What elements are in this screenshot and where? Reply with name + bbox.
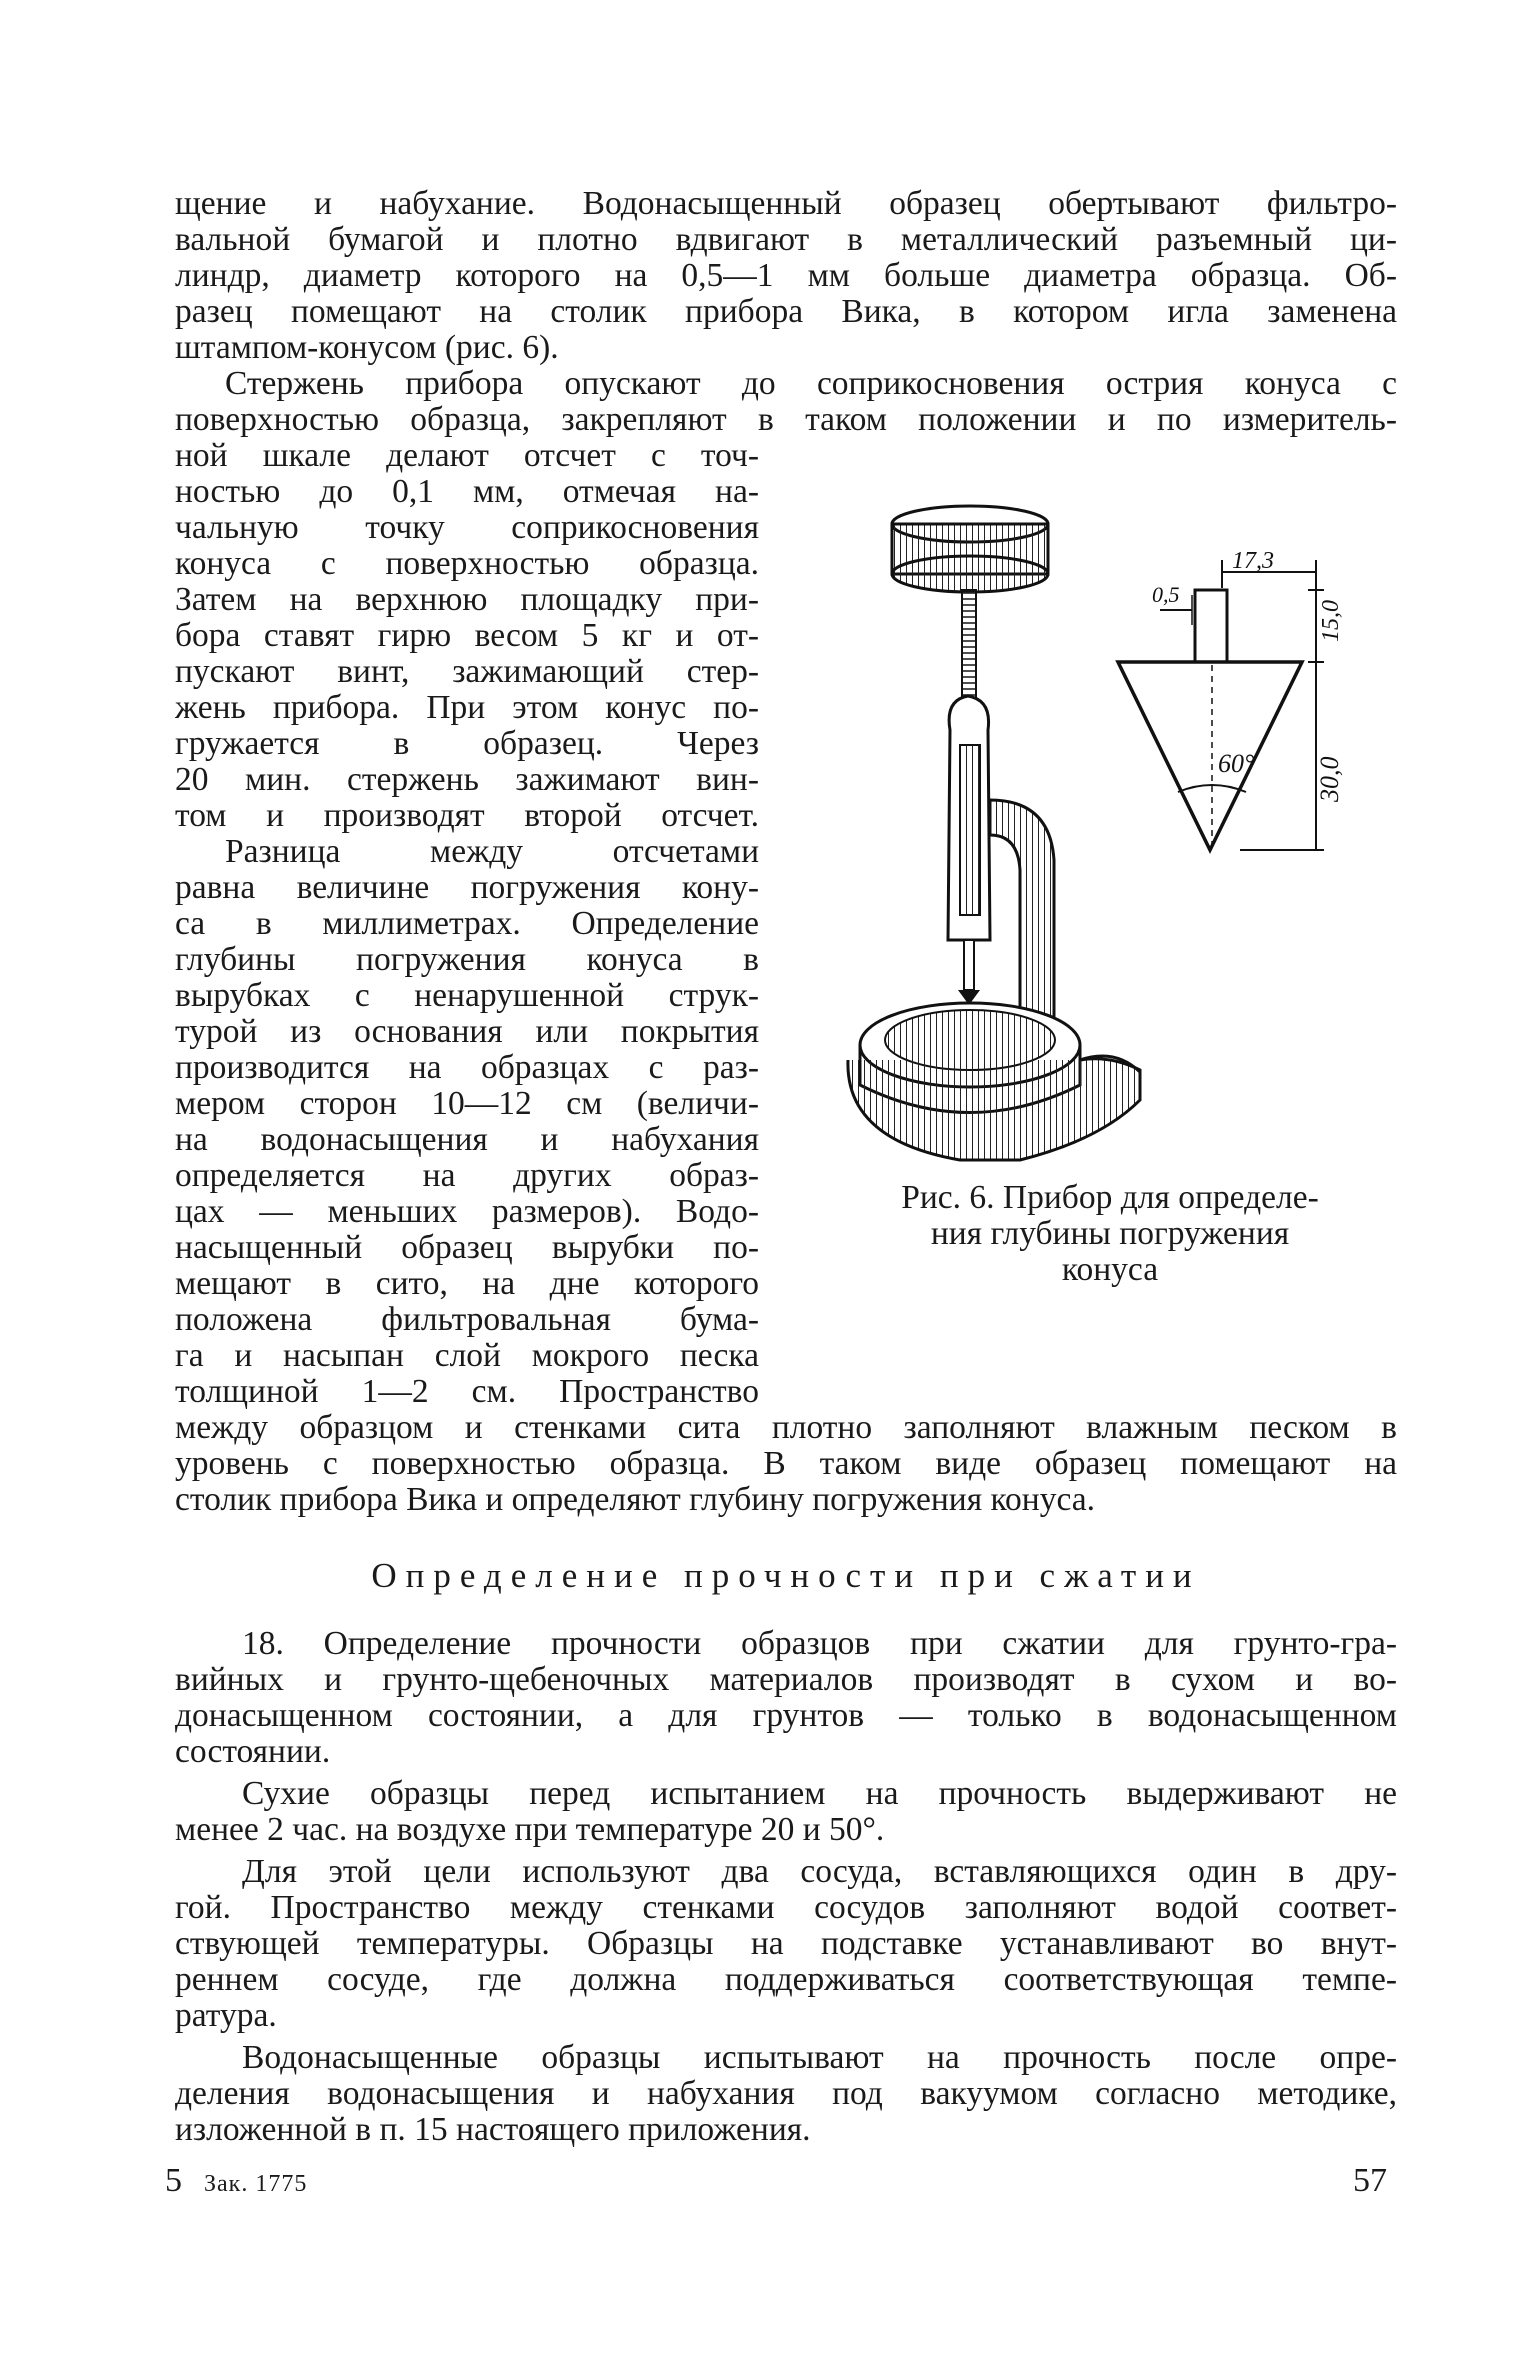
dimension-label: 0,5: [1152, 582, 1180, 607]
text-line: Затем на верхнюю площадку при-: [175, 581, 759, 618]
text-line: мером сторон 10—12 см (величи-: [175, 1085, 759, 1122]
text-line: Для этой цели используют два сосуда, вставляющихся один в дру-: [242, 1853, 1397, 1890]
text-line: Разница между отсчетами: [225, 833, 759, 870]
text-line: вырубках с ненарушенной струк-: [175, 977, 759, 1014]
signature-number: 5: [165, 2162, 182, 2199]
text-line: между образцом и стенками сита плотно заполняют влажным песком в: [175, 1409, 1397, 1446]
text-line: производится на образцах с раз-: [175, 1049, 759, 1086]
caption-line: ния глубины погружения: [930, 1215, 1290, 1252]
text-line: реннем сосуде, где должна поддерживаться соответствующая темпе-: [175, 1961, 1397, 1998]
text-line: на водонасыщения и набухания: [175, 1121, 759, 1158]
text-line: жень прибора. При этом конус по-: [175, 689, 759, 726]
text-line: штампом-конусом (рис. 6).: [175, 329, 559, 366]
text-line: ностью до 0,1 мм, отмечая на-: [175, 473, 759, 510]
text-line: турой из основания или покрытия: [175, 1013, 759, 1050]
text-line: гой. Пространство между стенками сосудов заполняют водой соответ-: [175, 1889, 1397, 1926]
printer-signature: [165, 2162, 307, 2200]
text-line: ствующей температуры. Образцы на подставке устанавливают во внут-: [175, 1925, 1397, 1962]
text-line: том и производят второй отсчет.: [175, 797, 759, 834]
text-line: донасыщенном состоянии, а для грунтов — только в водонасыщенном: [175, 1697, 1397, 1734]
text-line: насыщенный образец вырубки по-: [175, 1229, 759, 1266]
text-line: мещают в сито, на дне которого: [175, 1265, 759, 1302]
dimension-label: 30,0: [1315, 756, 1344, 802]
text-line: вийных и грунто-щебеночных материалов производят в сухом и во-: [175, 1661, 1397, 1698]
text-line: цах — меньших размеров). Водо-: [175, 1193, 759, 1230]
text-line: определяется на других образ-: [175, 1157, 759, 1194]
text-line: бора ставят гирю весом 5 кг и от-: [175, 617, 759, 654]
text-line: линдр, диаметр которого на 0,5—1 мм больше диаметра образца. Об-: [175, 257, 1397, 294]
angle-label: 60°: [1218, 749, 1255, 778]
text-line: глубины погружения конуса в: [175, 941, 759, 978]
text-line: менее 2 час. на воздухе при температуре 20 и 50°.: [175, 1811, 885, 1848]
text-line: разец помещают на столик прибора Вика, в котором игла заменена: [175, 293, 1397, 330]
section-title: Определение прочности при сжатии: [371, 1556, 1201, 1595]
cone-diagram: [1118, 560, 1324, 850]
caption-line: Рис. 6. Прибор для определе-: [901, 1179, 1319, 1216]
figure-6: [840, 500, 1410, 1190]
text-line: столик прибора Вика и определяют глубину погружения конуса.: [175, 1481, 1096, 1518]
text-line: чальную точку соприкосновения: [175, 509, 759, 546]
text-line: ратура.: [175, 1997, 277, 2034]
caption-line: конуса: [1061, 1251, 1159, 1288]
text-line: 20 мин. стержень зажимают вин-: [175, 761, 759, 798]
text-line: состоянии.: [175, 1733, 331, 1770]
text-line: Сухие образцы перед испытанием на прочность выдерживают не: [242, 1775, 1397, 1812]
text-line: положена фильтровальная бума-: [175, 1301, 759, 1338]
apparatus: [848, 506, 1140, 1160]
figure-caption: [820, 1180, 1400, 1288]
order-number: Зак. 1775: [204, 2171, 308, 2197]
text-line: гружается в образец. Через: [175, 725, 759, 762]
text-line: га и насыпан слой мокрого песка: [175, 1337, 759, 1374]
text-line: Стержень прибора опускают до соприкосновения острия конуса с: [225, 365, 1397, 402]
text-line: ной шкале делают отсчет с точ-: [175, 437, 759, 474]
text-line: уровень с поверхностью образца. В таком виде образец помещают на: [175, 1445, 1397, 1482]
text-line: вальной бумагой и плотно вдвигают в металлический разъемный ци-: [175, 221, 1397, 258]
dimension-label: 17,3: [1232, 548, 1274, 574]
text-line: толщиной 1—2 см. Пространство: [175, 1373, 759, 1410]
text-line: поверхностью образца, закрепляют в таком положении и по измеритель-: [175, 401, 1397, 438]
text-line: изложенной в п. 15 настоящего приложения.: [175, 2111, 811, 2148]
text-line: равна величине погружения кону-: [175, 869, 759, 906]
vicat-apparatus-drawing: [840, 500, 1410, 1190]
text-line: са в миллиметрах. Определение: [175, 905, 759, 942]
text-line: щение и набухание. Водонасыщенный образец обертывают фильтро-: [175, 185, 1397, 222]
text-line: пускают винт, зажимающий стер-: [175, 653, 759, 690]
text-line: Водонасыщенные образцы испытывают на прочность после опре-: [242, 2039, 1397, 2076]
text-line: конуса с поверхностью образца.: [175, 545, 759, 582]
text-line: 18. Определение прочности образцов при сжатии для грунто-гра-: [242, 1625, 1397, 1662]
text-line: деления водонасыщения и набухания под вакуумом согласно методике,: [175, 2075, 1397, 2112]
page-number: 57: [1353, 2162, 1387, 2199]
dimension-label: 15,0: [1318, 600, 1344, 642]
